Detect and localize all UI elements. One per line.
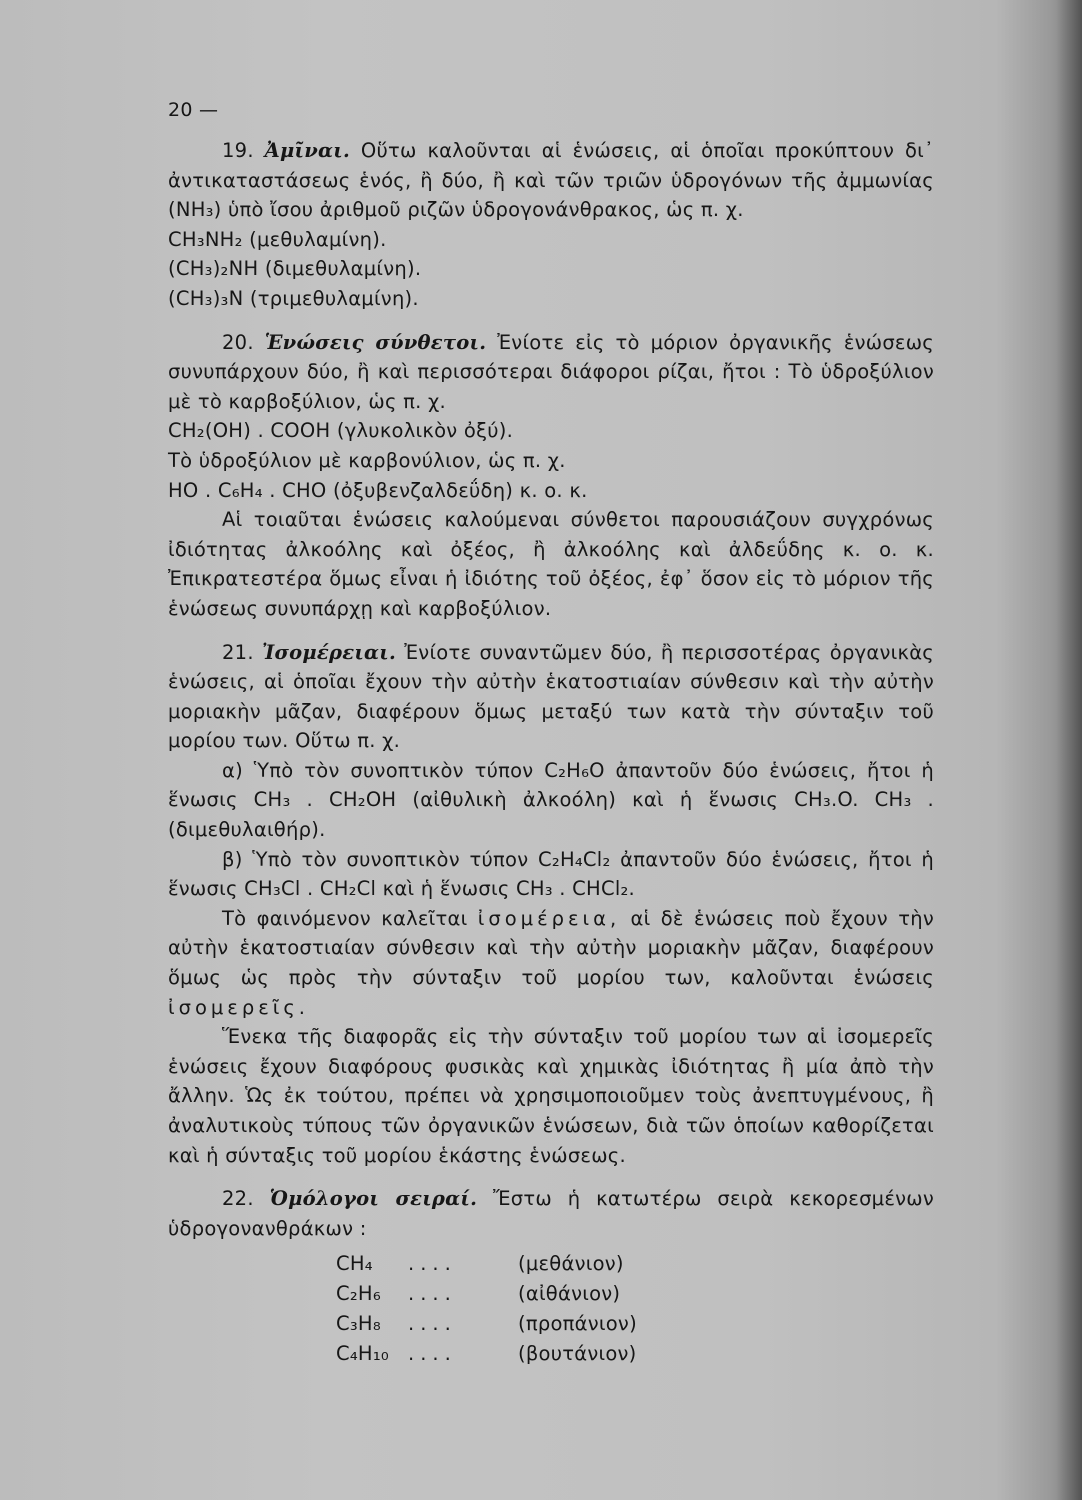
series-dots: .... [408,1282,457,1306]
s22-paragraph [168,1184,934,1243]
term-isomerism: ἰσομέρεια, [477,906,621,930]
s22-text: Ἔστω ἡ κατωτέρω σειρὰ κεκορεσμένων ὑδρογονανθράκων : [168,1187,934,1240]
series-row [336,1279,934,1309]
page-text [168,92,934,1369]
s20-title: Ἑνώσεις σύνθετοι. [264,330,487,354]
s19-title: Ἀμῖναι. [264,139,350,162]
series-formula: C₃H₈ [336,1312,381,1336]
series-row [336,1309,934,1339]
s21-paragraph [168,638,934,756]
section-20 [168,328,934,624]
s20-para: Αἱ τοιαῦται ἑνώσεις καλούμεναι σύνθετοι παρουσιάζουν συγχρόνως ἰδιότητας ἀλκοόλης καὶ ὀξέος, ἢ ἀλκοόλης καὶ ἀλδεΰδης κ. ο. κ. Ἐπικρατεστέρα ὅμως εἶναι ἡ ἰδιότης τοῦ ὀξέος, ἐφ᾽ ὅσον εἰς τὸ μόριον τῆς ἑνώσεως συνυπάρχῃ καὶ καρβοξύλιον. [168,508,934,620]
s21-case-b: β) Ὑπὸ τὸν συνοπτικὸν τύπον C₂H₄Cl₂ ἀπαντοῦν δύο ἑνώσεις, ἤτοι ἡ ἕνωσις CH₃Cl . CH₂Cl καὶ ἡ ἕνωσις CH₃ . CHCl₂. [168,847,934,901]
s19-example-1: CH₃NH₂ (μεθυλαμίνη). [168,227,387,251]
s20-example-2: HO . C₆H₄ . CHO (ὀξυβενζαλδεΰδη) κ. ο. κ. [168,478,588,502]
s21-para-2: Ἕνεκα τῆς διαφορᾶς εἰς τὴν σύνταξιν τοῦ μορίου των αἱ ἰσομερεῖς ἑνώσεις ἔχουν διαφόρους φυσικὰς καὶ χημικὰς ἰδιότητας ἢ μία ἀπὸ τὴν ἄλλην. Ὡς ἐκ τούτου, πρέπει νὰ χρησιμοποιοῦμεν τοὺς ἀνεπτυγμένους, ἢ ἀναλυτικοὺς τύπους τῶν ὀργανικῶν ἑνώσεων, διὰ τῶν ὁποίων καθορίζεται καὶ ἡ σύνταξις τοῦ μορίου ἑκάστης ἑνώσεως. [168,1025,934,1167]
series-row [336,1339,934,1369]
series-name: (βουτάνιον) [518,1342,637,1366]
s19-text: Οὕτω καλοῦνται αἱ ἑνώσεις, αἱ ὁποῖαι προκύπτουν δι᾽ ἀντικαταστάσεως ἑνός, ἢ δύο, ἢ καὶ τῶν τριῶν ὑδρογόνων τῆς ἀμμωνίας (NH₃) ὑπὸ ἴσου ἀριθμοῦ ριζῶν ὑδρογονάνθρακος, ὡς π. χ. [168,139,934,222]
series-formula: C₂H₆ [336,1282,381,1306]
series-formula: C₄H₁₀ [336,1342,389,1366]
series-formula: CH₄ [336,1252,373,1276]
series-name: (αἰθάνιον) [518,1282,621,1306]
s19-example-3: (CH₃)₃N (τριμεθυλαμίνη). [168,286,419,310]
s20-number: 20. [222,330,254,354]
s21-definition [168,904,934,1022]
s21-case-a: α) Ὑπὸ τὸν συνοπτικὸν τύπον C₂H₆O ἀπαντοῦν δύο ἑνώσεις, ἤτοι ἡ ἕνωσις CH₃ . CH₂OH (αἰθυλικὴ ἀλκοόλη) καὶ ἡ ἕνωσις CH₃.O. CH₃ . (διμεθυλαιθήρ). [168,758,934,842]
s19-paragraph [168,136,934,225]
series-dots: .... [408,1342,457,1366]
series-dots: .... [408,1252,457,1276]
s21-def-start: Τὸ φαινόμενον καλεῖται [222,906,468,930]
s22-title: Ὁμόλογοι σειραί. [269,1187,478,1211]
series-row [336,1249,934,1279]
section-19 [168,136,934,314]
s20-text: Ἐνίοτε εἰς τὸ μόριον ὀργανικῆς ἑνώσεως συνυπάρχουν δύο, ἢ καὶ περισσότεραι διάφοροι ρίζαι, ἤτοι : Τὸ ὑδροξύλιον μὲ τὸ καρβοξύλιον, ὡς π. χ. [168,330,935,413]
series-name: (μεθάνιον) [518,1252,624,1276]
section-21 [168,638,934,1171]
page-edge-shadow [1056,0,1082,1500]
series-name: (προπάνιον) [518,1312,637,1336]
section-22 [168,1184,934,1369]
series-dots: .... [408,1312,457,1336]
term-isomers: ἰσομερεῖς. [168,995,309,1019]
s19-example-2: (CH₃)₂NH (διμεθυλαμίνη). [168,257,422,281]
page-number: 20 — [168,99,219,121]
s20-example-1: CH₂(OH) . COOH (γλυκολικὸν ὀξύ). [168,419,514,443]
s22-number: 22. [222,1187,254,1211]
s20-line-2: Τὸ ὑδροξύλιον μὲ καρβονύλιον, ὡς π. χ. [168,448,566,472]
alkane-series [168,1249,934,1369]
s21-text: Ἐνίοτε συναντῶμεν δύο, ἢ περισσοτέρας ὀργανικὰς ἑνώσεις, αἱ ὁποῖαι ἔχουν τὴν αὐτὴν ἑκατοστιαίαν σύνθεσιν καὶ τὴν αὐτὴν μοριακὴν μᾶζαν, διαφέρουν ὅμως μεταξύ των κατὰ τὴν σύνταξιν τοῦ μορίου των. Οὕτω π. χ. [168,640,934,753]
s21-number: 21. [222,640,254,664]
s21-def-mid: αἱ δὲ ἑνώσεις ποὺ ἔχουν τὴν αὐτὴν ἑκατοστιαίαν σύνθεσιν καὶ τὴν αὐτὴν μοριακὴν μᾶζαν, διαφέρουν ὅμως ὡς πρὸς τὴν σύνταξιν τοῦ μορίου των, καλοῦνται ἑνώσεις [168,906,934,990]
s19-number: 19. [222,139,254,162]
s21-title: Ἰσομέρειαι. [261,640,396,664]
s20-paragraph [168,328,934,417]
